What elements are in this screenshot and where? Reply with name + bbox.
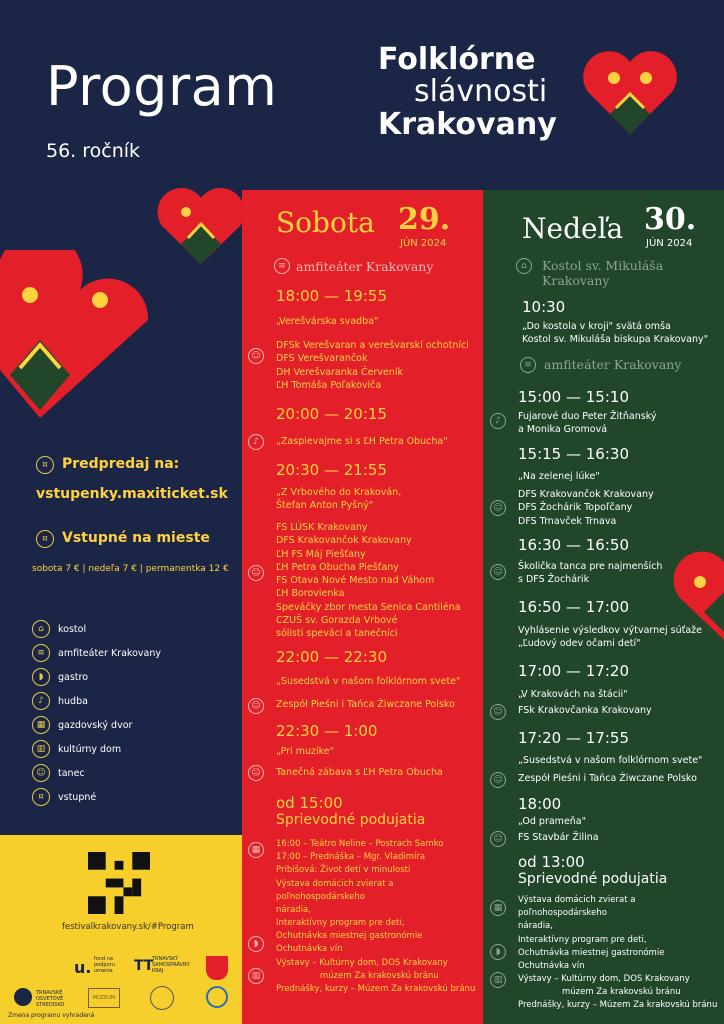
event-time: 17:20 — 17:55 [518, 729, 629, 747]
partner-tos: TRNAVSKÉ OSVETOVÉ STREDISKO [36, 990, 65, 1008]
event-time: 20:00 — 20:15 [276, 405, 387, 423]
music-icon: ♪ [32, 692, 50, 710]
saturday-venue: amfiteáter Krakovany [296, 259, 434, 274]
performer: Zespół Pieśni i Tańca Żiwczane Polsko [276, 699, 455, 710]
building-icon: ▥ [32, 740, 50, 758]
performer: FSk Krakovčanka Krakovany [518, 705, 652, 716]
performer: Zespół Pieśni i Tańca Żiwczane Polsko [518, 773, 697, 784]
legend-item-dance: ☺ tanec [32, 764, 85, 782]
amphitheater-icon: ≡ [274, 258, 290, 274]
heart-ornament-icon [156, 186, 246, 266]
sunday-date: JÚN 2024 [646, 238, 693, 249]
dance-icon: ☺ [490, 831, 506, 847]
legend-item-church: ⌂ kostol [32, 620, 86, 638]
dance-icon: ☺ [490, 704, 506, 720]
legend-item-culture-house: ▥ kultúrny dom [32, 740, 121, 758]
amphitheater-icon: ≡ [520, 357, 536, 373]
edition-label: 56. ročník [46, 140, 141, 162]
event-time: 16:30 — 16:50 [518, 536, 629, 554]
food-icon: ◗ [248, 936, 264, 952]
fpu-logo-icon: u. [74, 958, 92, 977]
event-time: od 15:00 [276, 794, 343, 812]
event-time: od 13:00 [518, 853, 585, 871]
museum-logo: MÚZEUM [88, 988, 120, 1008]
legend-item-farmyard: ▦ gazdovský dvor [32, 716, 132, 734]
performers-list: Fujarové duo Peter Žitňanský a Monika Gromová [518, 411, 657, 436]
page-title: Program [46, 55, 278, 118]
partner-fpu: fond na podporu umenia [94, 956, 115, 974]
ticket-icon: ¤ [36, 456, 54, 474]
music-icon: ♪ [490, 413, 506, 429]
event-title: „Od prameňa" [518, 816, 586, 827]
music-icon: ♪ [248, 434, 264, 450]
event-time: 22:00 — 22:30 [276, 648, 387, 666]
sunday-venue-amphitheater: amfiteáter Krakovany [544, 357, 682, 372]
badge-icon [206, 986, 228, 1008]
performers-list: Školička tanca pre najmenších s DFS Žochárik [518, 561, 663, 586]
food-icon: ◗ [32, 668, 50, 686]
ticket-icon: ¤ [36, 530, 54, 548]
event-time: 20:30 — 21:55 [276, 461, 387, 479]
event-title: „Verešvárska svadba" [276, 316, 379, 327]
performer: Tanečná zábava s ĽH Petra Obucha [276, 767, 443, 778]
qr-code-icon[interactable] [88, 852, 150, 914]
event-time: 18:00 — 19:55 [276, 287, 387, 305]
event-time: 17:00 — 17:20 [518, 662, 629, 680]
onsite-heading: Vstupné na mieste [62, 530, 210, 546]
dance-icon: ☺ [248, 348, 264, 364]
heart-ornament-icon [580, 48, 680, 136]
event-title: „Pri muzike" [276, 746, 334, 757]
heart-ornament-icon [0, 250, 150, 420]
amphitheater-icon: ≡ [32, 644, 50, 662]
price-list: sobota 7 € | nedeľa 7 € | permanentka 12 € [32, 564, 229, 574]
event-title: „Na zelenej lúke" [518, 471, 600, 482]
presale-heading: Predpredaj na: [62, 456, 180, 472]
event-time: 22:30 — 1:00 [276, 722, 378, 740]
church-icon: ⌂ [516, 258, 532, 274]
event-title: „Zaspievajme si s ĽH Petra Obucha" [276, 436, 448, 447]
side-events-list: 16:00 – Teátro Neline – Postrach Samko 17:00 – Prednáška – Mgr. Vladimíra Pribišová: Život detí v minulosti Výstava domácich zvierat a poľnohospodárskeho náradia, Interaktívny program pre deti, Ochutnávka miestnej gastronómie Ochutnávka vín Výstavy – Kultúrny dom, DOS Krakovany múzem Za krakovskú bránu Prednášky, kurzy – Múzem Za krakovskú bránu [276, 839, 476, 994]
dance-icon: ☺ [248, 765, 264, 781]
farmyard-icon: ▦ [490, 900, 506, 916]
saturday-day: 29. [398, 202, 451, 237]
seal-icon [150, 986, 174, 1010]
event-time: 10:30 [522, 298, 566, 316]
dance-icon: ☺ [490, 564, 506, 580]
saturday-title: Sobota [276, 206, 375, 239]
event-title: Vyhlásenie výsledkov výtvarnej súťaže „Ľudový odev očami detí" [518, 625, 703, 650]
event-time: 15:00 — 15:10 [518, 388, 629, 406]
dance-icon: ☺ [490, 500, 506, 516]
sunday-venue-church: Kostol sv. Mikuláša Krakovany [542, 258, 664, 288]
dance-icon: ☺ [248, 698, 264, 714]
farmyard-icon: ▦ [248, 842, 264, 858]
ticket-icon: ¤ [32, 788, 50, 806]
tos-logo-icon [14, 988, 32, 1006]
event-time: 16:50 — 17:00 [518, 598, 629, 616]
performers-list: FS LÚSK Krakovany DFS Krakovančok Krakovany ĽH FS Máj Piešťany ĽH Petra Obucha Piešťany FS Otava Nové Mesto nad Váhom ĽH Borovienka Speváčky zbor mesta Senica Cantiléna CZUŠ sv. Gorazda Vrbové sólisti speváci a tanečníci [276, 522, 461, 640]
sunday-title: Nedeľa [522, 212, 624, 245]
legend-item-amphitheater: ≡ amfiteáter Krakovany [32, 644, 161, 662]
building-icon: ▥ [248, 968, 264, 984]
event-title: „Z Vrbového do Krakován, Štefan Anton Pyšný" [276, 487, 402, 512]
church-icon: ⌂ [32, 620, 50, 638]
building-icon: ▥ [490, 972, 506, 988]
side-events-list: Výstava domácich zvierat a poľnohospodárskeho náradia, Interaktívny program pre deti, Ochutnávka miestnej gastronómie Ochutnávka vín Výstavy – Kultúrny dom, DOS Krakovany múzem Za krakovskú bránu Prednášky, kurzy – Múzem Za krakovskú bránu [518, 895, 718, 1011]
tsk-logo-icon: TT [134, 958, 154, 974]
sunday-day: 30. [644, 202, 697, 237]
farmyard-icon: ▦ [32, 716, 50, 734]
saturday-date: JÚN 2024 [400, 238, 447, 249]
dance-icon: ☺ [32, 764, 50, 782]
performers-list: DFSk Verešvaran a verešvarskí ochotníci DFS Verešvarančok DH Verešvaranka Červeník ĽH Tomáša Poľakoviča [276, 340, 469, 391]
performer: FS Stavbár Žilina [518, 832, 599, 843]
performers-list: DFS Krakovančok Krakovany DFS Žochárik Topoľčany DFS Trnavček Trnava [518, 489, 654, 527]
coat-of-arms-icon [206, 956, 228, 980]
event-time: 18:00 [518, 795, 562, 813]
partner-tsk: TRNAVSKÝ SAMOSPRÁVNY KRAJ [152, 956, 190, 974]
presale-link[interactable]: vstupenky.maxiticket.sk [36, 486, 228, 502]
food-icon: ◗ [490, 944, 506, 960]
section-title: Sprievodné podujatia [518, 871, 668, 887]
dance-icon: ☺ [490, 772, 506, 788]
footer-url[interactable]: festivalkrakovany.sk/#Program [62, 922, 194, 932]
dance-icon: ☺ [248, 565, 264, 581]
legend-item-entry: ¤ vstupné [32, 788, 96, 806]
festival-logo-text: Folklórne slávnosti Krakovany [378, 42, 557, 142]
event-time: 15:15 — 16:30 [518, 445, 629, 463]
legend-item-music: ♪ hudba [32, 692, 88, 710]
event-title: „Susedstvá v našom folklórnom svete" [518, 755, 703, 766]
section-title: Sprievodné podujatia [276, 812, 426, 828]
disclaimer: Zmena programu vyhradená [8, 1012, 95, 1019]
event-title: „Do kostola v kroji" svätá omša Kostol sv. Mikuláša biskupa Krakovany" [522, 321, 709, 346]
event-title: „Susedstvá v našom folklórnom svete" [276, 676, 461, 687]
legend-item-gastro: ◗ gastro [32, 668, 88, 686]
event-title: „V Krakovách na štácii" [518, 689, 628, 700]
